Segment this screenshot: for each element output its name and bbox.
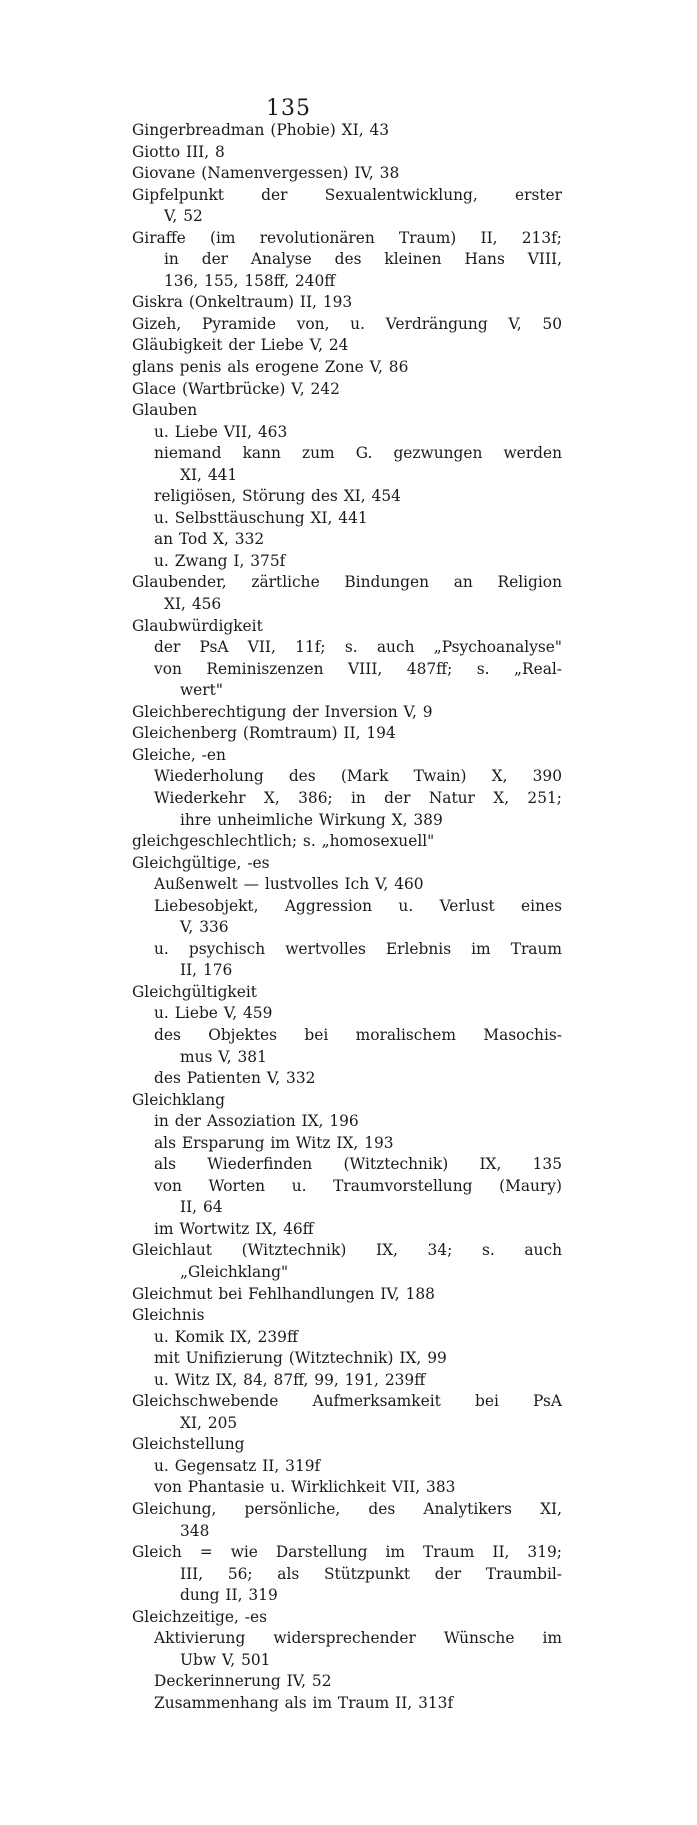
index-line: Glace (Wartbrücke) V, 242 [132, 379, 340, 398]
index-line: als Ersparung im Witz IX, 193 [154, 1133, 394, 1152]
index-line: III, 56; als Stützpunkt der Traumbil- [180, 1564, 562, 1583]
index-line: u. Zwang I, 375f [154, 551, 286, 570]
index-line: von Worten u. Traumvorstellung (Maury) [154, 1176, 562, 1195]
index-line: des Patienten V, 332 [154, 1069, 316, 1088]
index-line: mus V, 381 [180, 1047, 267, 1066]
index-line: von Phantasie u. Wirklichkeit VII, 383 [154, 1478, 456, 1497]
index-line: u. Selbsttäuschung XI, 441 [154, 508, 368, 527]
index-line: mit Unifizierung (Witztechnik) IX, 99 [154, 1349, 447, 1368]
index-line: religiösen, Störung des XI, 454 [154, 487, 401, 506]
index-line: u. Gegensatz II, 319f [154, 1456, 321, 1475]
index-line: Glaubender, zärtliche Bindungen an Religion [132, 573, 562, 592]
index-line: der PsA VII, 11f; s. auch „Psychoanalyse" [154, 638, 562, 657]
index-line: ihre unheimliche Wirkung X, 389 [180, 810, 443, 829]
index-line: Gleichenberg (Romtraum) II, 194 [132, 724, 396, 743]
index-line: u. Komik IX, 239ff [154, 1327, 298, 1346]
index-line: Giraffe (im revolutionären Traum) II, 213f; [132, 228, 562, 247]
index-line: V, 336 [180, 918, 229, 937]
index-line: Glaubwürdigkeit [132, 616, 263, 635]
index-line: Gleichung, persönliche, des Analytikers XI, [132, 1500, 562, 1518]
index-line: XI, 205 [180, 1413, 238, 1432]
index-line: Aktivierung widersprechender Wünsche im [154, 1629, 562, 1648]
index-line: II, 64 [180, 1198, 223, 1217]
index-line: dung II, 319 [180, 1586, 278, 1605]
index-line: Wiederkehr X, 386; in der Natur X, 251; [154, 788, 562, 807]
index-line: im Wortwitz IX, 46ff [154, 1219, 314, 1238]
index-line: Wiederholung des (Mark Twain) X, 390 [154, 767, 562, 786]
index-line: in der Assoziation IX, 196 [154, 1112, 359, 1131]
page-number: 135 [266, 96, 311, 121]
index-line: wert" [180, 681, 223, 700]
index-line: II, 176 [180, 961, 233, 980]
index-line: Deckerinnerung IV, 52 [154, 1672, 332, 1691]
index-line: Gleiche, -en [132, 745, 226, 764]
index-line: Gleichberechtigung der Inversion V, 9 [132, 702, 433, 721]
index-line: als Wiederfinden (Witztechnik) IX, 135 [154, 1155, 562, 1174]
index-line: 348 [180, 1521, 210, 1540]
index-line: an Tod X, 332 [154, 530, 265, 549]
index-line: „Gleichklang" [180, 1262, 289, 1281]
index-line: XI, 441 [180, 465, 238, 484]
index-line: XI, 456 [164, 595, 222, 614]
index-line: Gleichklang [132, 1090, 225, 1109]
index-line: 136, 155, 158ff, 240ff [164, 271, 336, 290]
index-line: u. psychisch wertvolles Erlebnis im Traum [154, 939, 562, 958]
index-line: Gleichmut bei Fehlhandlungen IV, 188 [132, 1284, 435, 1303]
index-line: Gleichnis [132, 1306, 205, 1325]
index-line: Gleichgültigkeit [132, 982, 257, 1001]
index-line: Gläubigkeit der Liebe V, 24 [132, 336, 349, 355]
index-line: Zusammenhang als im Traum II, 313f [154, 1693, 454, 1712]
index-line: Giovane (Namenvergessen) IV, 38 [132, 164, 400, 183]
index-line: Gleich = wie Darstellung im Traum II, 319; [132, 1543, 562, 1562]
index-line: gleichgeschlechtlich; s. „homosexuell" [132, 832, 435, 851]
index-line: glans penis als erogene Zone V, 86 [132, 358, 409, 377]
index-line: Gleichlaut (Witztechnik) IX, 34; s. auch [132, 1241, 562, 1260]
index-entries [132, 120, 562, 1714]
index-line: Liebesobjekt, Aggression u. Verlust eines [154, 896, 562, 915]
index-line: u. Liebe VII, 463 [154, 422, 288, 441]
index-line: des Objektes bei moralischem Masochis- [154, 1025, 562, 1044]
index-line: Giskra (Onkeltraum) II, 193 [132, 293, 353, 312]
index-line: Außenwelt — lustvolles Ich V, 460 [154, 875, 424, 894]
index-line: Ubw V, 501 [180, 1650, 271, 1669]
index-line: Gleichzeitige, -es [132, 1607, 267, 1626]
index-line: u. Liebe V, 459 [154, 1004, 273, 1023]
index-line: Glauben [132, 401, 198, 420]
index-line: von Reminiszenzen VIII, 487ff; s. „Real- [154, 659, 562, 678]
index-line: Gizeh, Pyramide von, u. Verdrängung V, 50 [132, 314, 562, 333]
index-line: in der Analyse des kleinen Hans VIII, [164, 250, 562, 269]
index-line: niemand kann zum G. gezwungen werden [154, 444, 562, 463]
index-line: Gleichstellung [132, 1435, 245, 1454]
index-line: Giotto III, 8 [132, 142, 225, 161]
index-line: Gleichschwebende Aufmerksamkeit bei PsA [132, 1392, 562, 1411]
index-line: V, 52 [164, 207, 203, 226]
index-line: Gleichgültige, -es [132, 853, 270, 872]
index-line: u. Witz IX, 84, 87ff, 99, 191, 239ff [154, 1370, 426, 1389]
index-line: Gipfelpunkt der Sexualentwicklung, erster [132, 185, 562, 204]
index-line: Gingerbreadman (Phobie) XI, 43 [132, 121, 390, 139]
